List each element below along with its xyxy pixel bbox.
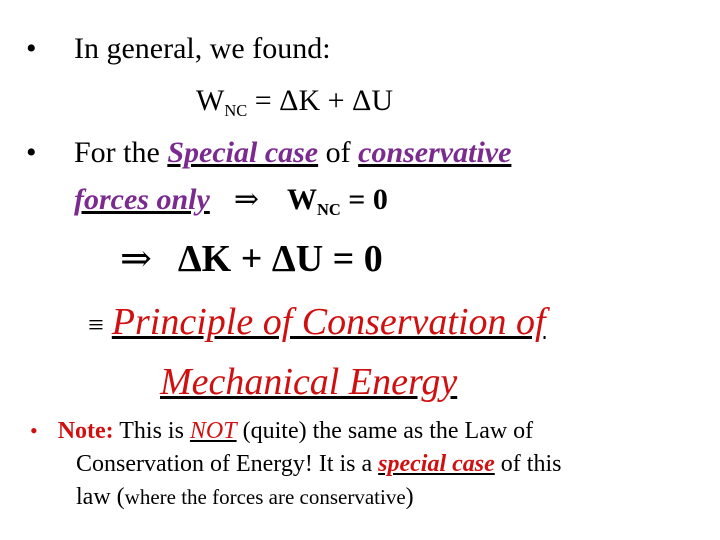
note-text: )	[405, 484, 414, 510]
note-label: Note:	[57, 418, 114, 444]
bullet: •	[26, 136, 37, 169]
note-text: (quite) the same as the Law of	[236, 418, 534, 444]
energy-equation: ΔK + ΔU = 0	[177, 238, 383, 280]
bullet-line-special-case	[26, 136, 511, 170]
implies-arrow: ⇒	[233, 183, 259, 216]
note-line-1	[30, 418, 533, 445]
note-text: Conservation of Energy! It is a	[76, 451, 379, 477]
general-text: In general, we found:	[74, 32, 331, 65]
note-line-3	[76, 484, 414, 511]
eq-rest: = ΔK + ΔU	[247, 84, 394, 117]
eq-rest: = 0	[340, 183, 388, 216]
bullet: •	[26, 32, 37, 65]
note-text: law (	[76, 484, 125, 510]
forces-only-text: forces only	[74, 183, 210, 216]
eq-w-subscript: NC	[316, 199, 341, 219]
forces-only-line	[74, 182, 388, 220]
eq-w: W	[286, 183, 317, 216]
bullet-line-general	[26, 32, 331, 66]
principle-line-2	[160, 360, 457, 404]
special-case-text: Special case	[167, 136, 319, 169]
equation-work-energy	[196, 84, 393, 121]
note-text-small: where the forces are conservative	[124, 485, 406, 509]
principle-line-1	[88, 300, 546, 344]
eq-w-subscript: NC	[224, 100, 248, 120]
principle-title: Principle of Conservation of	[111, 301, 546, 343]
conservative-text: conservative	[358, 136, 512, 169]
note-text: This is	[113, 418, 190, 444]
special-case-emphasis: special case	[378, 451, 495, 477]
note-text: of this	[494, 451, 562, 477]
note-bullet: •	[30, 418, 38, 443]
principle-title-cont: Mechanical Energy	[160, 361, 458, 403]
equation-energy-zero	[120, 236, 383, 281]
text: of	[318, 136, 359, 169]
implies-arrow: ⇒	[120, 238, 152, 280]
eq-w: W	[196, 84, 225, 117]
note-line-2	[76, 451, 561, 478]
not-emphasis: NOT	[189, 418, 237, 444]
text: For the	[74, 136, 168, 169]
equivalence-symbol: ≡	[88, 310, 104, 341]
